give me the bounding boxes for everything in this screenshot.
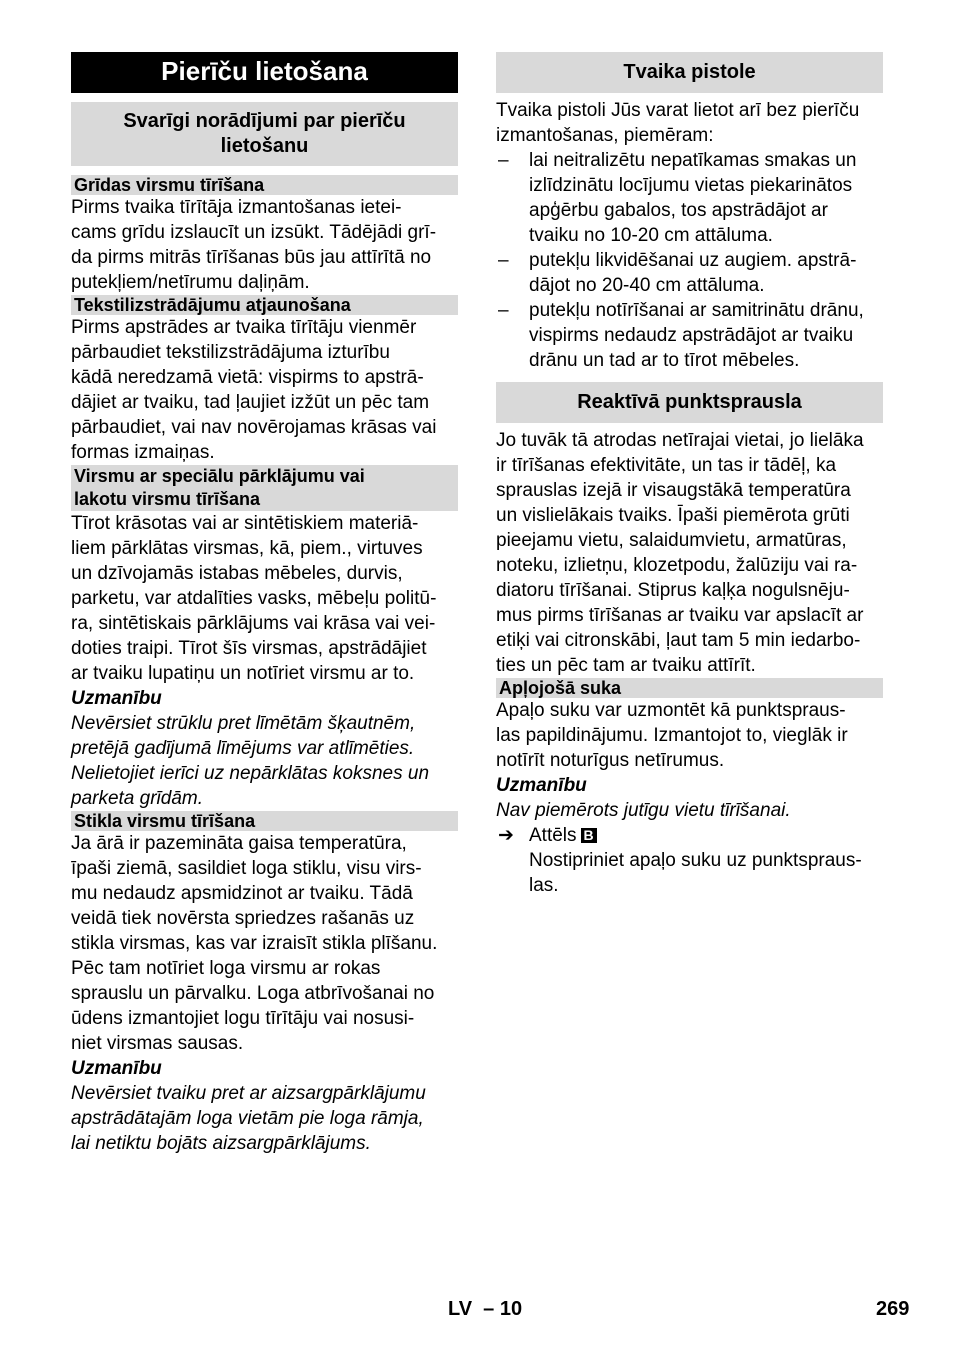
floor-text (71, 195, 458, 295)
text-line: Pirms apstrādes ar tvaika tīrītāju vienmēr (71, 317, 417, 338)
brush-step (496, 848, 883, 898)
textile-heading: Tekstilizstrādājumu atjaunošana (71, 295, 458, 315)
steam-gun-list (496, 148, 883, 373)
text-line: doties traipi. Tīrot šīs virsmas, apstrādājiet (71, 638, 427, 659)
text-line: Tvaika pistoli Jūs varat lietot arī bez pierīču (496, 100, 860, 121)
text-line: las. (529, 875, 559, 896)
text-line: veidā tiek novērsta spriedzes rašanās uz (71, 908, 415, 929)
caution-line: Nevērsiet strūklu pret līmētām šķautnēm, (71, 713, 416, 734)
coated-heading-line: lakotu virsmu tīrīšana (74, 489, 261, 509)
list-item-line: apģērbu gabalos, tos apstrādājot ar (529, 200, 828, 221)
caution-line: apstrādātajām loga vietām pie loga rāmja, (71, 1108, 424, 1129)
text-line: sprauslu un pārvalku. Loga atbrīvošanai no (71, 983, 435, 1004)
text-line: formas izmaiņas. (71, 442, 215, 463)
dash-bullet: – (498, 150, 509, 171)
list-item-line: izlīdzinātu locījumu vietas piekarinātos (529, 175, 853, 196)
list-item-line: dājot no 20-40 cm attāluma. (529, 275, 765, 296)
dash-bullet: – (498, 300, 509, 321)
caution-line: Nav piemērots jutīgu vietu tīrīšanai. (496, 800, 791, 821)
glass-heading: Stikla virsmu tīrīšana (71, 811, 458, 831)
figure-reference (496, 823, 883, 848)
text-line: pārbaudiet, vai nav novērojamas krāsas vai (71, 417, 437, 438)
dash-bullet: – (498, 250, 509, 271)
text-line: diatoru tīrīšanai. Stiprus kaļķa nogulsnēju- (496, 580, 850, 601)
list-item (496, 298, 883, 373)
text-line: niet virsmas sausas. (71, 1033, 244, 1054)
list-item-line: lai neitralizētu nepatīkamas smakas un (529, 150, 857, 171)
figure-label: Attēls (529, 825, 577, 846)
text-line: Pēc tam notīriet loga virsmu ar rokas (71, 958, 381, 979)
list-item (496, 248, 883, 298)
text-line: īpaši ziemā, sasildiet loga stiklu, visu virs- (71, 858, 422, 879)
text-line: mu nedaudz apsmidzinot ar tvaiku. Tādā (71, 883, 413, 904)
floor-heading: Grīdas virsmu tīrīšana (71, 175, 458, 195)
nozzle-text (496, 428, 883, 678)
text-line: stikla virsmas, kas var izraisīt stikla plīšanu. (71, 933, 438, 954)
text-line: izmantošanas, piemēram: (496, 125, 714, 146)
caution-line: Nelietojiet ierīci uz nepārklātas koksnes un (71, 763, 430, 784)
list-item-line: tvaiku no 10-20 cm attāluma. (529, 225, 773, 246)
coated-text (71, 511, 458, 686)
caution-line: parketa grīdām. (71, 788, 204, 809)
section-title-line: lietošanu (220, 135, 309, 157)
text-line: las papildinājumu. Izmantojot to, vieglāk ir (496, 725, 848, 746)
footer-language-page: LV – 10 (448, 1298, 523, 1320)
text-line: notīrīt noturīgus netīrumus. (496, 750, 725, 771)
text-line: un vislielākais tvaiks. Īpaši piemērota grūti (496, 505, 850, 526)
text-line: Pirms tvaika tīrītāja izmantošanas ietei- (71, 197, 402, 218)
text-line: Jo tuvāk tā atrodas netīrajai vietai, jo lielāka (496, 430, 864, 451)
text-line: ra, sintētiskais pārklājums vai krāsa vai vei- (71, 613, 436, 634)
text-line: dājiet ar tvaiku, tad ļaujiet izžūt un pēc tam (71, 392, 430, 413)
textile-text (71, 315, 458, 465)
steam-gun-title: Tvaika pistole (496, 52, 883, 93)
caution-label: Uzmanību (71, 1058, 162, 1079)
caution-label: Uzmanību (71, 688, 162, 709)
text-line: liem pārklātas virsmas, kā, piem., virtuves (71, 538, 423, 559)
glass-caution-text (71, 1081, 458, 1156)
text-line: da pirms mitrās tīrīšanas būs jau attīrītā no (71, 247, 432, 268)
list-item-line: vispirms nedaudz apstrādājot ar tvaiku (529, 325, 854, 346)
coated-caution-text (71, 711, 458, 811)
text-line: etiķi vai citronskābi, ļaut tam 5 min iedarbo- (496, 630, 861, 651)
text-line: pieejamu vietu, salaidumvietu, armatūras, (496, 530, 847, 551)
right-column (496, 52, 883, 898)
steam-gun-intro (496, 98, 883, 148)
text-line: Ja ārā ir pazemināta gaisa temperatūra, (71, 833, 407, 854)
caution-line: Nevērsiet tvaiku pret ar aizsargpārklājumu (71, 1083, 426, 1104)
text-line: ir tīrīšanas efektivitāte, un tas ir tādēļ, ka (496, 455, 837, 476)
text-line: Nostipriniet apaļo suku uz punktspraus- (529, 850, 862, 871)
text-line: Apaļo suku var uzmontēt kā punktspraus- (496, 700, 846, 721)
text-line: Tīrot krāsotas vai ar sintētiskiem materiā- (71, 513, 419, 534)
text-line: cams grīdu izslaucīt un izsūkt. Tādējādi grī- (71, 222, 437, 243)
text-line: mus pirms tīrīšanas ar tvaiku var apslacīt ar (496, 605, 864, 626)
main-title: Pierīču lietošana (71, 52, 458, 93)
caution-line: lai netiktu bojāts aizsargpārklājums. (71, 1133, 371, 1154)
text-line: pārbaudiet tekstilizstrādājuma izturību (71, 342, 390, 363)
brush-heading: Apļojošā suka (496, 678, 883, 698)
caution-line: pretējā gadījumā līmējums var atlīmēties. (71, 738, 415, 759)
text-line: noteku, izlietņu, klozetpodu, žalūziju vai ra- (496, 555, 858, 576)
figure-letter-badge: B (581, 828, 597, 843)
coated-heading (71, 465, 458, 511)
text-line: putekļiem/netīrumu daļiņām. (71, 272, 310, 293)
glass-text (71, 831, 458, 1056)
footer-page-number: 269 (876, 1298, 910, 1320)
nozzle-title: Reaktīvā punktsprausla (496, 382, 883, 423)
section-title-line: Svarīgi norādījumi par pierīču (123, 110, 406, 132)
section-title (71, 102, 458, 166)
left-column (71, 52, 458, 1156)
list-item-line: drānu un tad ar to tīrot mēbeles. (529, 350, 800, 371)
text-line: sprauslas izejā ir visaugstākā temperatūra (496, 480, 851, 501)
caution-label: Uzmanību (496, 775, 587, 796)
text-line: parketu, var atdalīties vasks, mēbeļu politū- (71, 588, 437, 609)
text-line: un dzīvojamās istabas mēbeles, durvis, (71, 563, 403, 584)
brush-text (496, 698, 883, 773)
text-line: ar tvaiku lupatiņu un notīriet virsmu ar to. (71, 663, 415, 684)
arrow-right-icon: ➔ (498, 825, 514, 846)
text-line: ūdens izmantojiet logu tīrītāju vai nosusi- (71, 1008, 415, 1029)
list-item (496, 148, 883, 248)
text-line: ties un pēc tam ar tvaiku attīrīt. (496, 655, 756, 676)
text-line: kādā neredzamā vietā: vispirms to apstrā- (71, 367, 424, 388)
list-item-line: putekļu likvidēšanai uz augiem. apstrā- (529, 250, 857, 271)
coated-heading-line: Virsmu ar speciālu pārklājumu vai (74, 466, 365, 486)
list-item-line: putekļu notīrīšanai ar samitrinātu drānu, (529, 300, 864, 321)
